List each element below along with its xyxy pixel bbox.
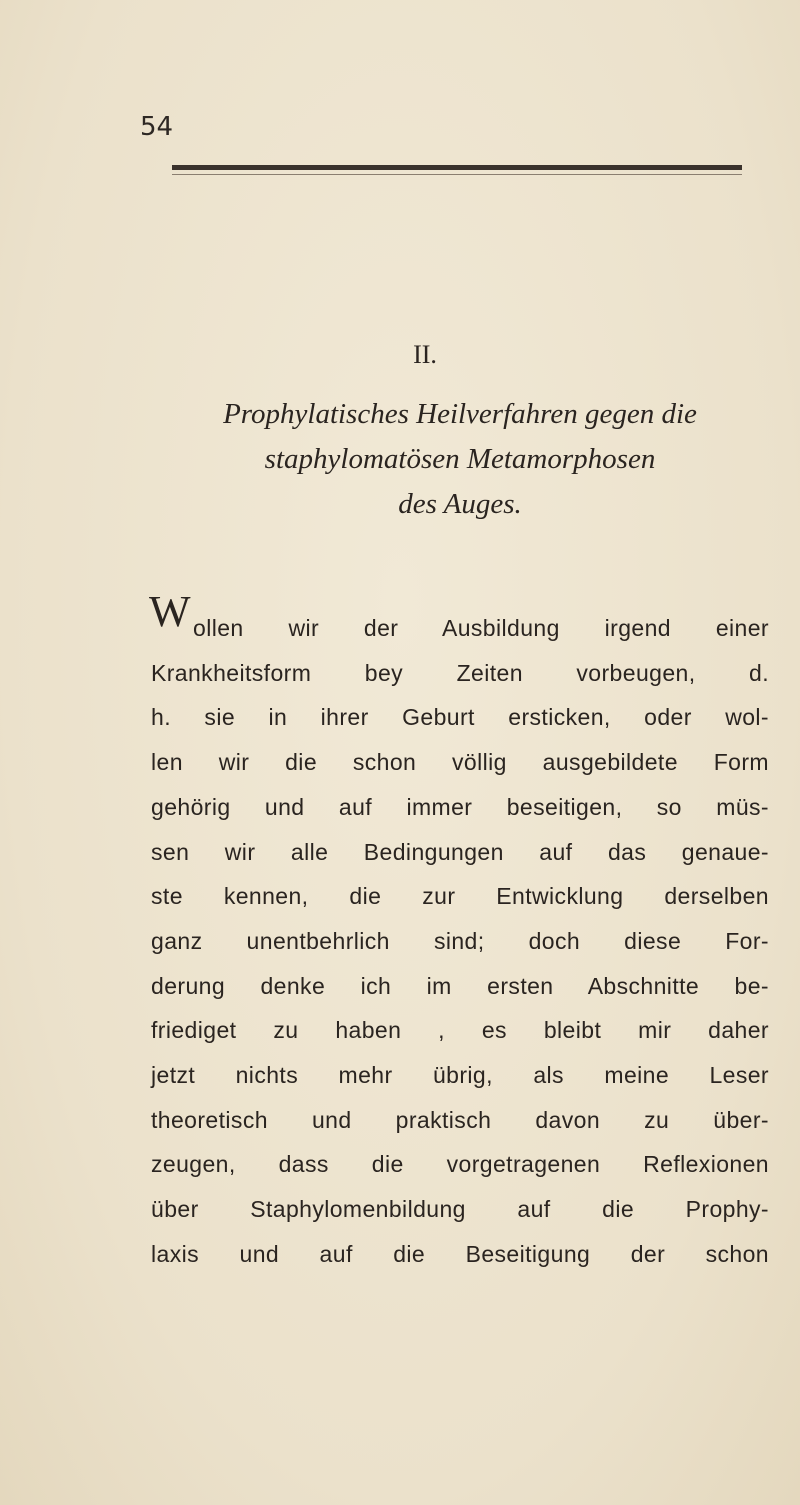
text-line: sen wir alle Bedingungen auf das genaue- [151, 838, 769, 865]
section-numeral: II. [413, 340, 437, 369]
header-rule-thin [172, 174, 742, 175]
text-line: ollen wir der Ausbildung irgend einer [193, 615, 769, 641]
text-line: gehörig und auf immer beseitigen, so müs- [151, 793, 769, 820]
text-line: zeugen, dass die vorgetragenen Reflexionen [151, 1151, 769, 1178]
title-line: des Auges. [398, 488, 522, 520]
text-line: h. sie in ihrer Geburt ersticken, oder wol- [151, 704, 769, 731]
text-line: derung denke ich im ersten Abschnitte be- [151, 972, 769, 999]
text-line: friediget zu haben , es bleibt mir daher [151, 1017, 769, 1044]
text-line: len wir die schon völlig ausgebildete Form [151, 749, 769, 776]
text-line: theoretisch und praktisch davon zu über- [151, 1106, 769, 1133]
title-line: Prophylatisches Heilverfahren gegen die [223, 398, 697, 430]
text-line: über Staphylomenbildung auf die Prophy- [151, 1196, 769, 1223]
text-line: ganz unentbehrlich sind; doch diese For- [151, 927, 769, 954]
page-number: 54 [140, 112, 174, 142]
text-line: laxis und auf die Beseitigung der schon [151, 1240, 769, 1267]
body-paragraph [151, 606, 769, 1277]
title-line: staphylomatösen Metamorphosen [264, 443, 656, 475]
text-line: jetzt nichts mehr übrig, als meine Leser [151, 1062, 769, 1089]
header-rule [172, 165, 742, 170]
text-line: Krankheitsform bey Zeiten vorbeugen, d. [151, 659, 769, 686]
text-line: ste kennen, die zur Entwicklung derselben [151, 883, 769, 910]
initial-letter: W [149, 587, 191, 636]
section-title [150, 392, 770, 527]
